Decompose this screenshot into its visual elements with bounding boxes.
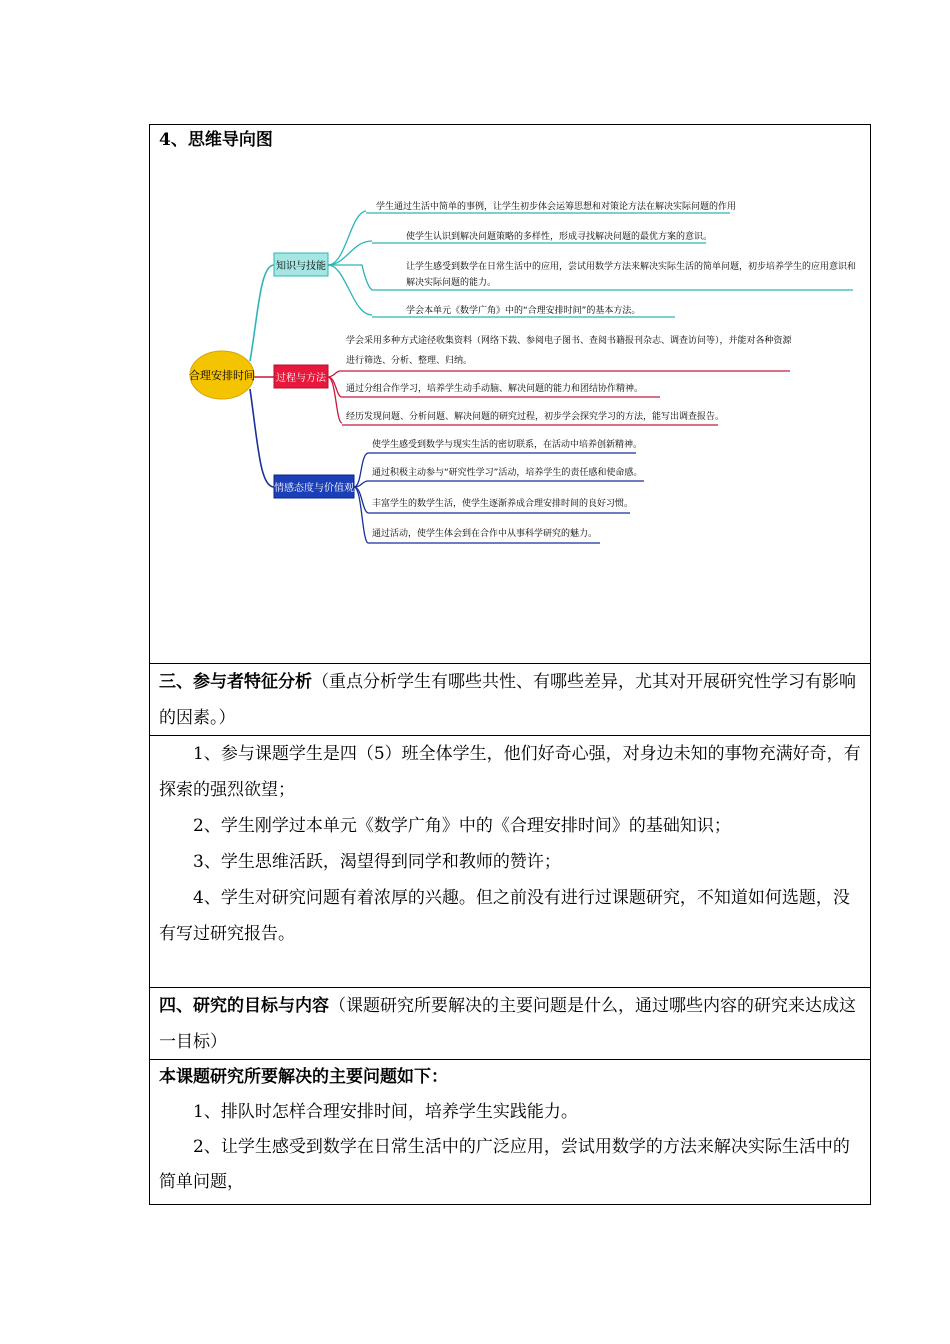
process-item-2: 通过分组合作学习，培养学生动手动脑、解决问题的能力和团结协作精神。: [346, 384, 644, 394]
mindmap-heading: 4、思维导向图: [159, 130, 273, 150]
section4-lead: 本课题研究所要解决的主要问题如下：: [159, 1067, 448, 1087]
branch-process-label: 过程与方法: [276, 373, 326, 384]
knowledge-item-1: 学生通过生活中简单的事例，让学生初步体会运筹思想和对策论方法在解决实际问题的作用: [376, 202, 737, 212]
center-node-label: 合理安排时间: [189, 369, 255, 382]
knowledge-item-2: 使学生认识到解决问题策略的多样性，形成寻找解决问题的最优方案的意识。: [406, 232, 713, 242]
section4-content: [150, 1060, 870, 1204]
section3-item: 3、学生思维活跃，渴望得到同学和教师的赞许；: [193, 852, 561, 872]
knowledge-item-3a: 让学生感受到数学在日常生活中的应用，尝试用数学方法来解决实际生活的简单问题，初步培养学生的应用意识和: [406, 262, 857, 272]
section3-title: 三、参与者特征分析: [159, 672, 312, 692]
knowledge-item-4: 学会本单元《数学广角》中的“合理安排时间”的基本方法。: [406, 306, 641, 316]
emotion-item-2: 通过积极主动参与“研究性学习”活动，培养学生的责任感和使命感。: [372, 468, 643, 478]
knowledge-item-3b: 解决实际问题的能力。: [406, 278, 497, 288]
connector-emotion: [250, 389, 274, 487]
section3-header: [150, 664, 870, 736]
section3-item: 1、参与课题学生是四（5）班全体学生，他们好奇心强，对身边未知的事物充满好奇，有探索的强烈欲望；: [159, 744, 861, 800]
connector-knowledge: [250, 265, 274, 361]
process-item-1b: 进行筛选、分析、整理、归纳。: [346, 356, 473, 366]
emotion-item-1: 使学生感受到数学与现实生活的密切联系，在活动中培养创新精神。: [372, 440, 643, 450]
section3-content: [150, 736, 870, 988]
section4-note: （课题研究所要解决的主要问题是什么，通过哪些内容的研究来达成这一目标）: [159, 996, 856, 1052]
mindmap-cell: [150, 125, 870, 664]
section4-item: 1、排队时怎样合理安排时间，培养学生实践能力。: [193, 1102, 578, 1122]
mind-map: [150, 125, 870, 664]
document-table: [149, 124, 871, 1205]
emotion-item-4: 通过活动，使学生体会到在合作中从事科学研究的魅力。: [372, 529, 598, 539]
emotion-item-3: 丰富学生的数学生活，使学生逐渐养成合理安排时间的良好习惯。: [372, 499, 634, 509]
section3-item: 2、学生刚学过本单元《数学广角》中的《合理安排时间》的基础知识；: [193, 816, 731, 836]
section4-title: 四、研究的目标与内容: [159, 996, 329, 1016]
process-item-3: 经历发现问题、分析问题、解决问题的研究过程，初步学会探究学习的方法，能写出调查报告。: [346, 412, 725, 422]
section3-item: 4、学生对研究问题有着浓厚的兴趣。但之前没有进行过课题研究，不知道如何选题，没有写过研究报告。: [159, 888, 850, 944]
section3-note: （重点分析学生有哪些共性、有哪些差异，尤其对开展研究性学习有影响的因素。）: [159, 672, 856, 728]
section4-item: 2、让学生感受到数学在日常生活中的广泛应用，尝试用数学的方法来解决实际生活中的简单问题，: [159, 1137, 850, 1192]
process-item-1a: 学会采用多种方式途径收集资料（网络下载、参阅电子图书、查阅书籍报刊杂志、调查访问等），并能对各种资源: [346, 336, 792, 346]
branch-knowledge-label: 知识与技能: [276, 261, 326, 272]
branch-emotion-label: 情感态度与价值观: [274, 483, 354, 494]
section4-header: [150, 988, 870, 1060]
